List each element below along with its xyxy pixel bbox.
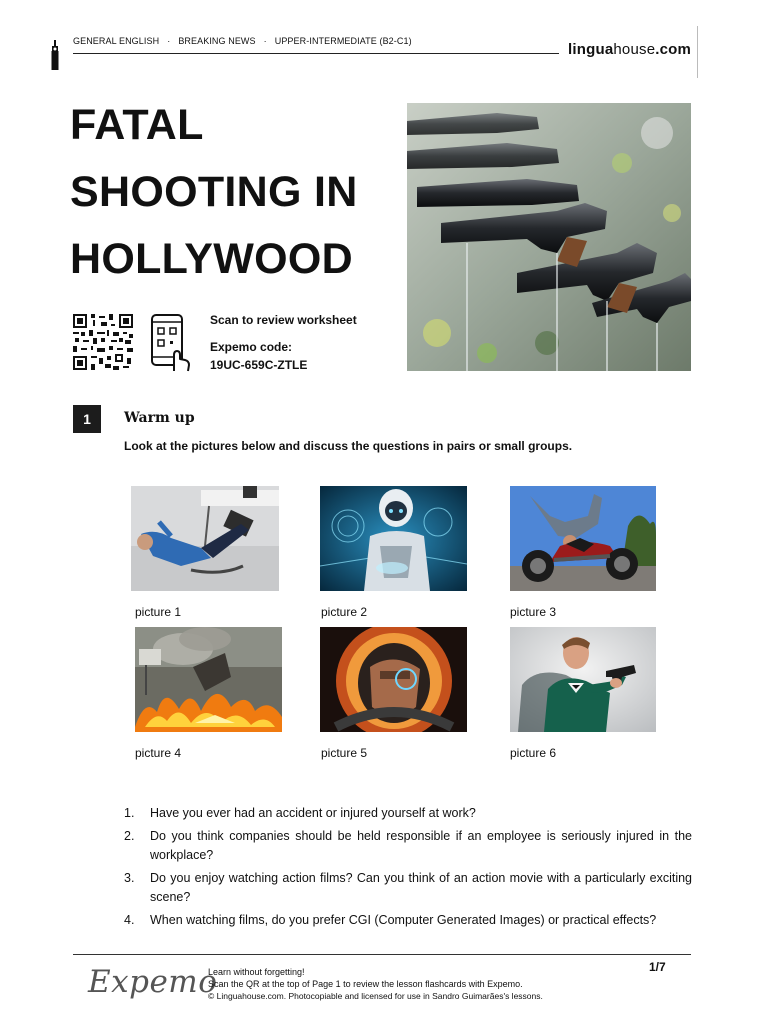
picture-label: picture 5 bbox=[321, 746, 368, 760]
footer-divider bbox=[73, 954, 691, 955]
breadcrumb-topic: BREAKING NEWS bbox=[178, 36, 256, 46]
breadcrumb bbox=[73, 36, 412, 46]
list-item bbox=[124, 869, 692, 908]
title-line: FATAL bbox=[70, 101, 204, 149]
question-text: Do you think companies should be held responsible if an employee is seriously injured in the workplace? bbox=[150, 828, 692, 862]
list-item bbox=[124, 911, 692, 931]
picture-astronaut-helmet bbox=[320, 627, 467, 732]
breadcrumb-separator: · bbox=[167, 36, 171, 46]
question-number: 3. bbox=[124, 870, 135, 885]
picture-explosion-fire bbox=[135, 627, 282, 732]
question-number: 2. bbox=[124, 828, 135, 843]
breadcrumb-subject: GENERAL ENGLISH bbox=[73, 36, 160, 46]
expemo-code: 19UC-659C-ZTLE bbox=[210, 358, 308, 372]
list-item bbox=[124, 804, 692, 824]
page-number: 1/7 bbox=[649, 960, 666, 974]
question-text: Have you ever had an accident or injured yourself at work? bbox=[150, 806, 476, 820]
picture-label: picture 4 bbox=[135, 746, 182, 760]
footer-scan-note: Scan the QR at the top of Page 1 to review the lesson flashcards with Expemo. bbox=[208, 979, 523, 989]
section-instructions: Look at the pictures below and discuss the questions in pairs or small groups. bbox=[124, 439, 573, 453]
title-line: HOLLYWOOD bbox=[70, 235, 353, 283]
linguahouse-logo bbox=[568, 41, 691, 58]
picture-label: picture 3 bbox=[510, 605, 557, 619]
brand-part: house bbox=[613, 41, 656, 58]
picture-label: picture 1 bbox=[135, 605, 182, 619]
scan-instruction: Scan to review worksheet bbox=[210, 313, 357, 327]
picture-man-with-pistol bbox=[510, 627, 656, 732]
header-divider bbox=[73, 53, 559, 54]
question-number: 4. bbox=[124, 912, 135, 927]
expemo-code-label: Expemo code: bbox=[210, 340, 293, 354]
big-ben-icon bbox=[50, 40, 60, 70]
header-vertical-divider bbox=[697, 26, 698, 78]
footer-copyright: © Linguahouse.com. Photocopiable and licensed for use in Sandro Guimarães's lessons. bbox=[208, 991, 543, 1001]
brand-part: lingua bbox=[568, 41, 614, 58]
breadcrumb-separator: · bbox=[263, 36, 267, 46]
qr-code[interactable] bbox=[73, 314, 133, 370]
expemo-logo: Expemo bbox=[88, 964, 218, 1000]
picture-office-accident bbox=[131, 486, 279, 591]
title-line: SHOOTING IN bbox=[70, 168, 358, 216]
section-number: 1 bbox=[73, 405, 101, 433]
picture-label: picture 2 bbox=[321, 605, 368, 619]
question-text: When watching films, do you prefer CGI (Computer Generated Images) or practical effects? bbox=[150, 912, 657, 927]
question-number: 1. bbox=[124, 806, 135, 820]
brand-part: .com bbox=[655, 41, 692, 58]
breadcrumb-level: UPPER-INTERMEDIATE (B2-C1) bbox=[274, 36, 412, 46]
footer-tagline: Learn without forgetting! bbox=[208, 967, 305, 977]
list-item bbox=[124, 827, 692, 866]
hero-image-revolvers bbox=[407, 103, 691, 371]
question-list bbox=[124, 804, 692, 933]
page-title bbox=[70, 92, 400, 293]
picture-motorcycle-stunt bbox=[510, 486, 656, 591]
picture-robot-cgi bbox=[320, 486, 467, 591]
picture-label: picture 6 bbox=[510, 746, 557, 760]
section-title: Warm up bbox=[124, 410, 195, 426]
question-text: Do you enjoy watching action films? Can you think of an action movie with a particularly exciting scene? bbox=[150, 870, 692, 904]
phone-scan-icon bbox=[150, 313, 192, 373]
